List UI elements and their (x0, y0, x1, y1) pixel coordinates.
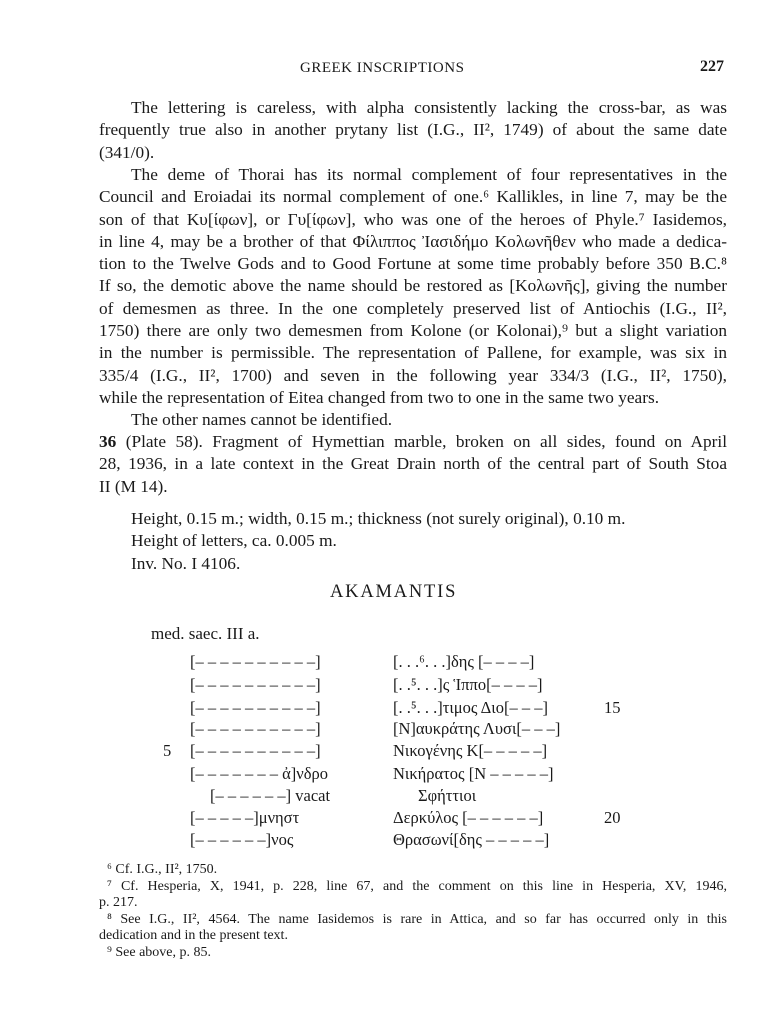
inscription-date: med. saec. III a. (151, 624, 260, 643)
left-col-line-9: [– – – – – –]νος (190, 830, 294, 849)
left-col-line-3: [– – – – – – – – – –] (190, 698, 321, 717)
right-col-line-6: Νικήρατος [Ν – – – – –] (393, 764, 554, 783)
right-col-line-2: [. .⁵. . .]ς Ἱππο[– – – –] (393, 675, 543, 694)
text-line: while the representation of Eitea changed from two to one in the same two years. (99, 387, 660, 407)
text-line: frequently true also in another prytany list (I.G., II², 1749) of about the same date (99, 120, 727, 140)
footnote-8: ⁸ See I.G., II², 4564. The name Iasidemos is rare in Attica, and so far has occurred only in this (107, 911, 727, 927)
right-col-line-9: Θρασωνί[δης – – – – –] (393, 830, 550, 849)
text-line: in the number is permissible. The representation of Pallene, for example, was six in (99, 343, 727, 363)
footnote-8-cont: dedication and in the present text. (99, 928, 288, 944)
line-number-20: 20 (604, 808, 621, 827)
text-line: 335/4 (I.G., II², 1700) and seven in the following year 334/3 (I.G., II², 1750), (99, 365, 727, 385)
right-col-line-3: [. .⁵. . .]τιμος Διο[– – –] (393, 698, 548, 717)
right-col-line-4: [Ν]αυκράτης Λυσι[– – –] (393, 719, 561, 738)
dimensions-block (131, 508, 625, 575)
paragraph-1 (99, 97, 727, 164)
entry-number: 36 (99, 432, 117, 451)
left-col-line-7: [– – – – – –] vacat (210, 786, 331, 805)
right-col-line-7: Σφήττιοι (418, 786, 477, 805)
footnote-9: ⁹ See above, p. 85. (107, 944, 212, 960)
text-line: The other names cannot be identified. (131, 410, 393, 429)
line-number-5: 5 (163, 741, 172, 760)
line-number-15: 15 (604, 698, 621, 717)
running-title: GREEK INSCRIPTIONS (300, 60, 465, 76)
text-line: in line 4, may be a brother of that Φίλιππος Ἰασιδήμο Κολωνῆθεν who made a dedica- (99, 231, 727, 251)
text-line: son of that Κυ[ίφων], or Γυ[ίφων], who was one of the heroes of Phyle.⁷ Iasidemos, (99, 209, 727, 229)
dimension-line: Height of letters, ca. 0.005 m. (131, 531, 337, 551)
text-line: 1750) there are only two demesmen from Kolone (or Kolonai),⁹ but a slight variation (99, 321, 727, 341)
footnote-6: ⁶ Cf. I.G., II², 1750. (107, 862, 218, 877)
footnotes (99, 862, 727, 962)
footnote-7: ⁷ Cf. Hesperia, X, 1941, p. 228, line 67, and the comment on this line in Hesperia, XV, 1946, (107, 878, 727, 894)
text-line: (341/0). (99, 142, 155, 162)
text-line: The deme of Thorai has its normal complement of four representatives in the (131, 165, 727, 184)
footnote-7-cont: p. 217. (99, 895, 138, 911)
text-line: If so, the demotic above the name should be restored as [Κολωνῆς], giving the number (99, 276, 727, 296)
inscription-title: AKAMANTIS (330, 582, 458, 602)
entry-line: 28, 1936, in a late context in the Great Drain north of the central part of South Stoa (99, 454, 727, 474)
left-col-line-1: [– – – – – – – – – –] (190, 652, 321, 671)
entry-line: II (M 14). (99, 476, 168, 496)
right-col-line-5: Νικογένης Κ[– – – – –] (393, 741, 548, 760)
text-line: Council and Eroiadai its normal complement of one.⁶ Kallikles, in line 7, may be the (99, 187, 727, 207)
paragraph-3 (99, 409, 727, 431)
left-col-line-6: [– – – – – – – ἀ]νδρο (190, 764, 328, 783)
left-col-line-8: [– – – – –]μνηστ (190, 808, 300, 827)
left-col-line-2: [– – – – – – – – – –] (190, 675, 321, 694)
entry-line (99, 431, 727, 453)
text-line: tion to the Twelve Gods and to Good Fortune at some time probably before 350 B.C.⁸ (99, 254, 727, 274)
entry-36 (99, 431, 727, 498)
text-line: The lettering is careless, with alpha consistently lacking the cross-bar, as was (131, 98, 727, 117)
right-col-line-1: [. . .⁶. . .]δης [– – – –] (393, 652, 535, 671)
text-line: of demesmen as three. In the one completely preserved list of Antiochis (I.G., II², (99, 298, 727, 318)
right-col-line-8: Δερκύλος [– – – – – –] (393, 808, 544, 827)
page-number: 227 (700, 58, 724, 75)
left-col-line-4: [– – – – – – – – – –] (190, 719, 321, 738)
paragraph-2 (99, 164, 727, 409)
entry-line-text: (Plate 58). Fragment of Hymettian marble, broken on all sides, found on April (116, 432, 727, 451)
dimension-line: Inv. No. I 4106. (131, 553, 241, 573)
left-col-line-5: [– – – – – – – – – –] (190, 741, 321, 760)
dimension-line: Height, 0.15 m.; width, 0.15 m.; thickness (not surely original), 0.10 m. (131, 509, 626, 528)
